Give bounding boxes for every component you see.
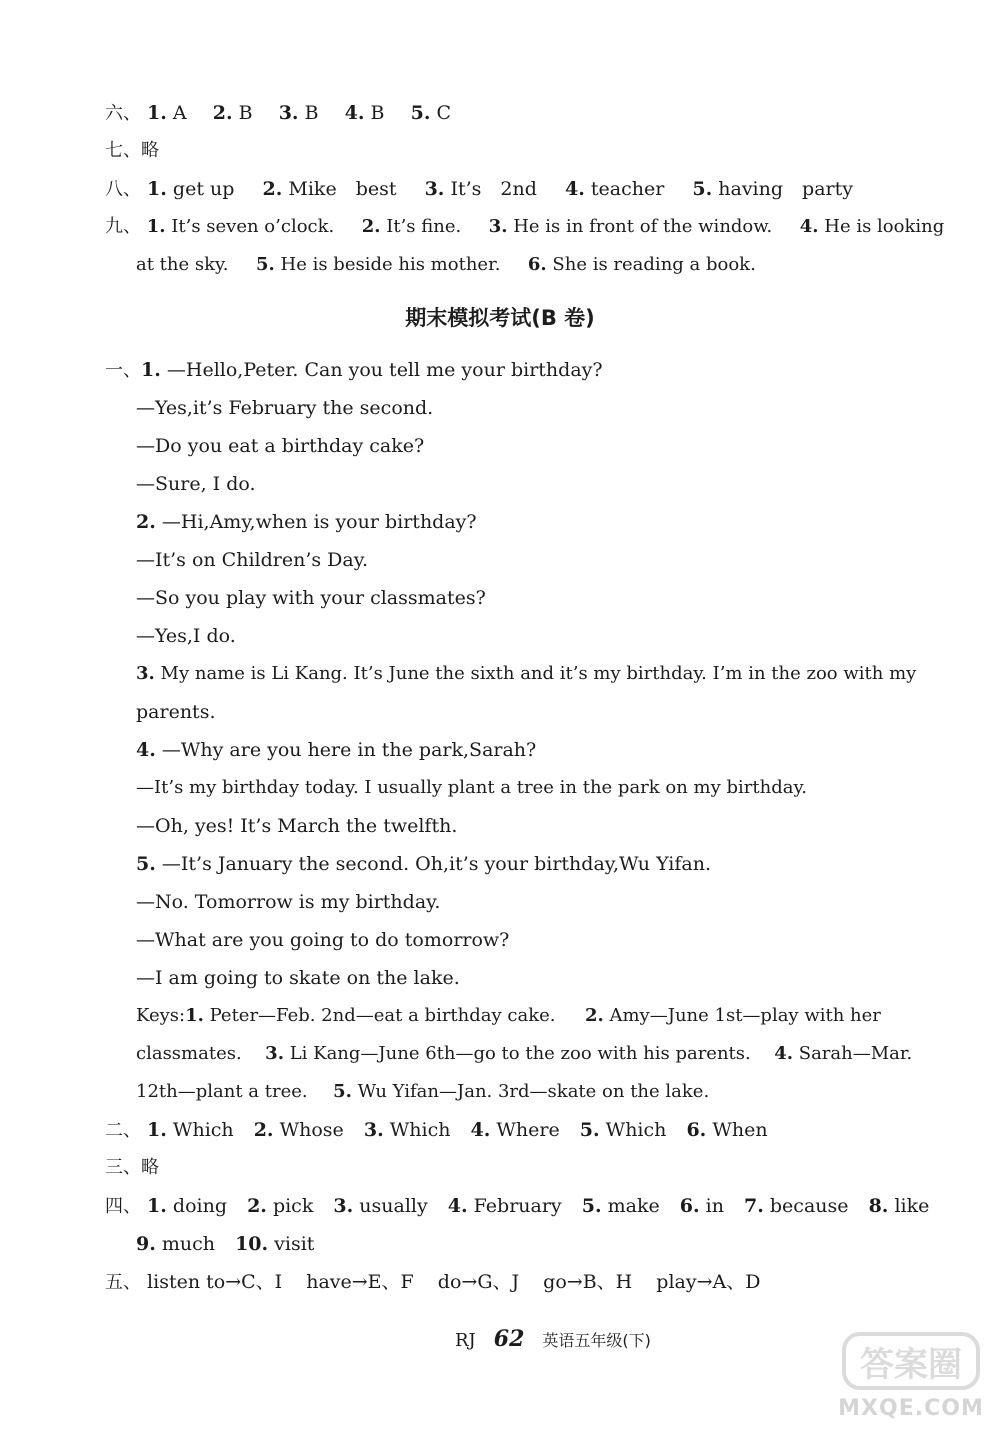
section-label: 二、 [105,1120,141,1141]
watermark-logo [836,1330,986,1425]
dialogue-5-line: 5. —It’s January the second. Oh,it’s your birthday,Wu Yifan. [136,853,711,875]
section-label: 六、 [105,103,141,124]
keys-line-3: 12th—plant a tree. 5. Wu Yifan—Jan. 3rd—skate on the lake. [136,1081,710,1102]
answer-item: 2. It’s fine. [361,216,462,237]
dialogue-line: —No. Tomorrow is my birthday. [136,891,441,913]
answer-item: 3. B [278,102,319,124]
answer-item: 1. get up [147,178,235,200]
arrow-icon: → [461,1271,478,1293]
section-9-line-2 [136,252,756,278]
section-7-label: 七、略 [105,140,159,161]
section-label: 四、 [105,1196,141,1217]
answer-item: 3. He is in front of the window. [488,216,773,237]
answer-item: 5. having party [692,178,853,200]
dialogue-line: —Oh, yes! It’s March the twelfth. [136,815,458,837]
dialogue-line: —It’s on Children’s Day. [136,549,368,571]
arrow-icon: → [566,1271,583,1293]
keys-line-1: Keys:1. Peter—Feb. 2nd—eat a birthday cake. 2. Amy—June 1st—play with her [136,1005,881,1026]
answer-item: 4. B [344,102,385,124]
arrow-icon: → [351,1271,368,1293]
answer-item: 2. B [212,102,253,124]
dialogue-line: —I am going to skate on the lake. [136,967,460,989]
page-number: 62 [493,1326,525,1352]
section-8-answers [105,176,853,203]
dialogue-line: —What are you going to do tomorrow? [136,929,510,951]
section-6-answers [105,100,451,127]
watermark-logo-text: 答案圈 [842,1332,980,1390]
section-3-label: 三、略 [105,1157,159,1178]
section-label: 九、 [105,216,141,237]
answer-item: 1. A [147,102,187,124]
dialogue-4-line: 4. —Why are you here in the park,Sarah? [136,739,537,761]
section-9-line-1 [105,214,944,240]
page-title: 期末模拟考试(B 卷) [405,306,595,330]
keys-line-2: classmates. 3. Li Kang—June 6th—go to the zoo with his parents. 4. Sarah—Mar. [136,1043,913,1064]
dialogue-2-line: 2. —Hi,Amy,when is your birthday? [136,511,477,533]
answer-item: 3. It’s 2nd [424,178,537,200]
answer-item: 6. She is reading a book. [527,254,756,275]
section-label: 五、 [105,1272,141,1293]
edition-code: RJ [455,1330,476,1351]
answer-item: 4. teacher [564,178,665,200]
dialogue-line: —It’s my birthday today. I usually plant a tree in the park on my birthday. [136,777,807,798]
dialogue-line: —Sure, I do. [136,473,256,495]
dialogue-line: —Do you eat a birthday cake? [136,435,425,457]
dialogue-line: —So you play with your classmates? [136,587,486,609]
section-4-line-1: 四、 1. doing 2. pick 3. usually 4. February 5. make 6. in 7. because 8. like [105,1195,930,1217]
section-label: 一、 [105,360,141,381]
arrow-icon: → [225,1271,242,1293]
section-label: 八、 [105,179,141,200]
dialogue-1-line: 一、1. —Hello,Peter. Can you tell me your birthday? [105,359,603,381]
section-5-answers: 五、 listen to→C、I have→E、F do→G、J go→B、H play→A、D [105,1271,761,1293]
page-footer [455,1326,651,1352]
watermark-site: MXQE.COM [838,1396,984,1421]
answer-item: 1. It’s seven o’clock. [146,216,335,237]
arrow-icon: → [696,1271,713,1293]
section-4-line-2: 9. much 10. visit [136,1233,315,1255]
answer-item: 4. He is looking [799,216,945,237]
subject-label: 英语五年级(下) [542,1331,651,1350]
answer-item: 5. He is beside his mother. [256,254,501,275]
answer-item: 2. Mike best [262,178,397,200]
answer-item: 5. C [410,102,452,124]
dialogue-line: —Yes,it’s February the second. [136,397,434,419]
answer-text: at the sky. [136,254,229,275]
passage-3-line: 3. My name is Li Kang. It’s June the sixth and it’s my birthday. I’m in the zoo with my [136,663,917,684]
passage-line: parents. [136,701,216,723]
dialogue-line: —Yes,I do. [136,625,236,647]
section-2-answers: 二、 1. Which 2. Whose 3. Which 4. Where 5. Which 6. When [105,1119,768,1141]
